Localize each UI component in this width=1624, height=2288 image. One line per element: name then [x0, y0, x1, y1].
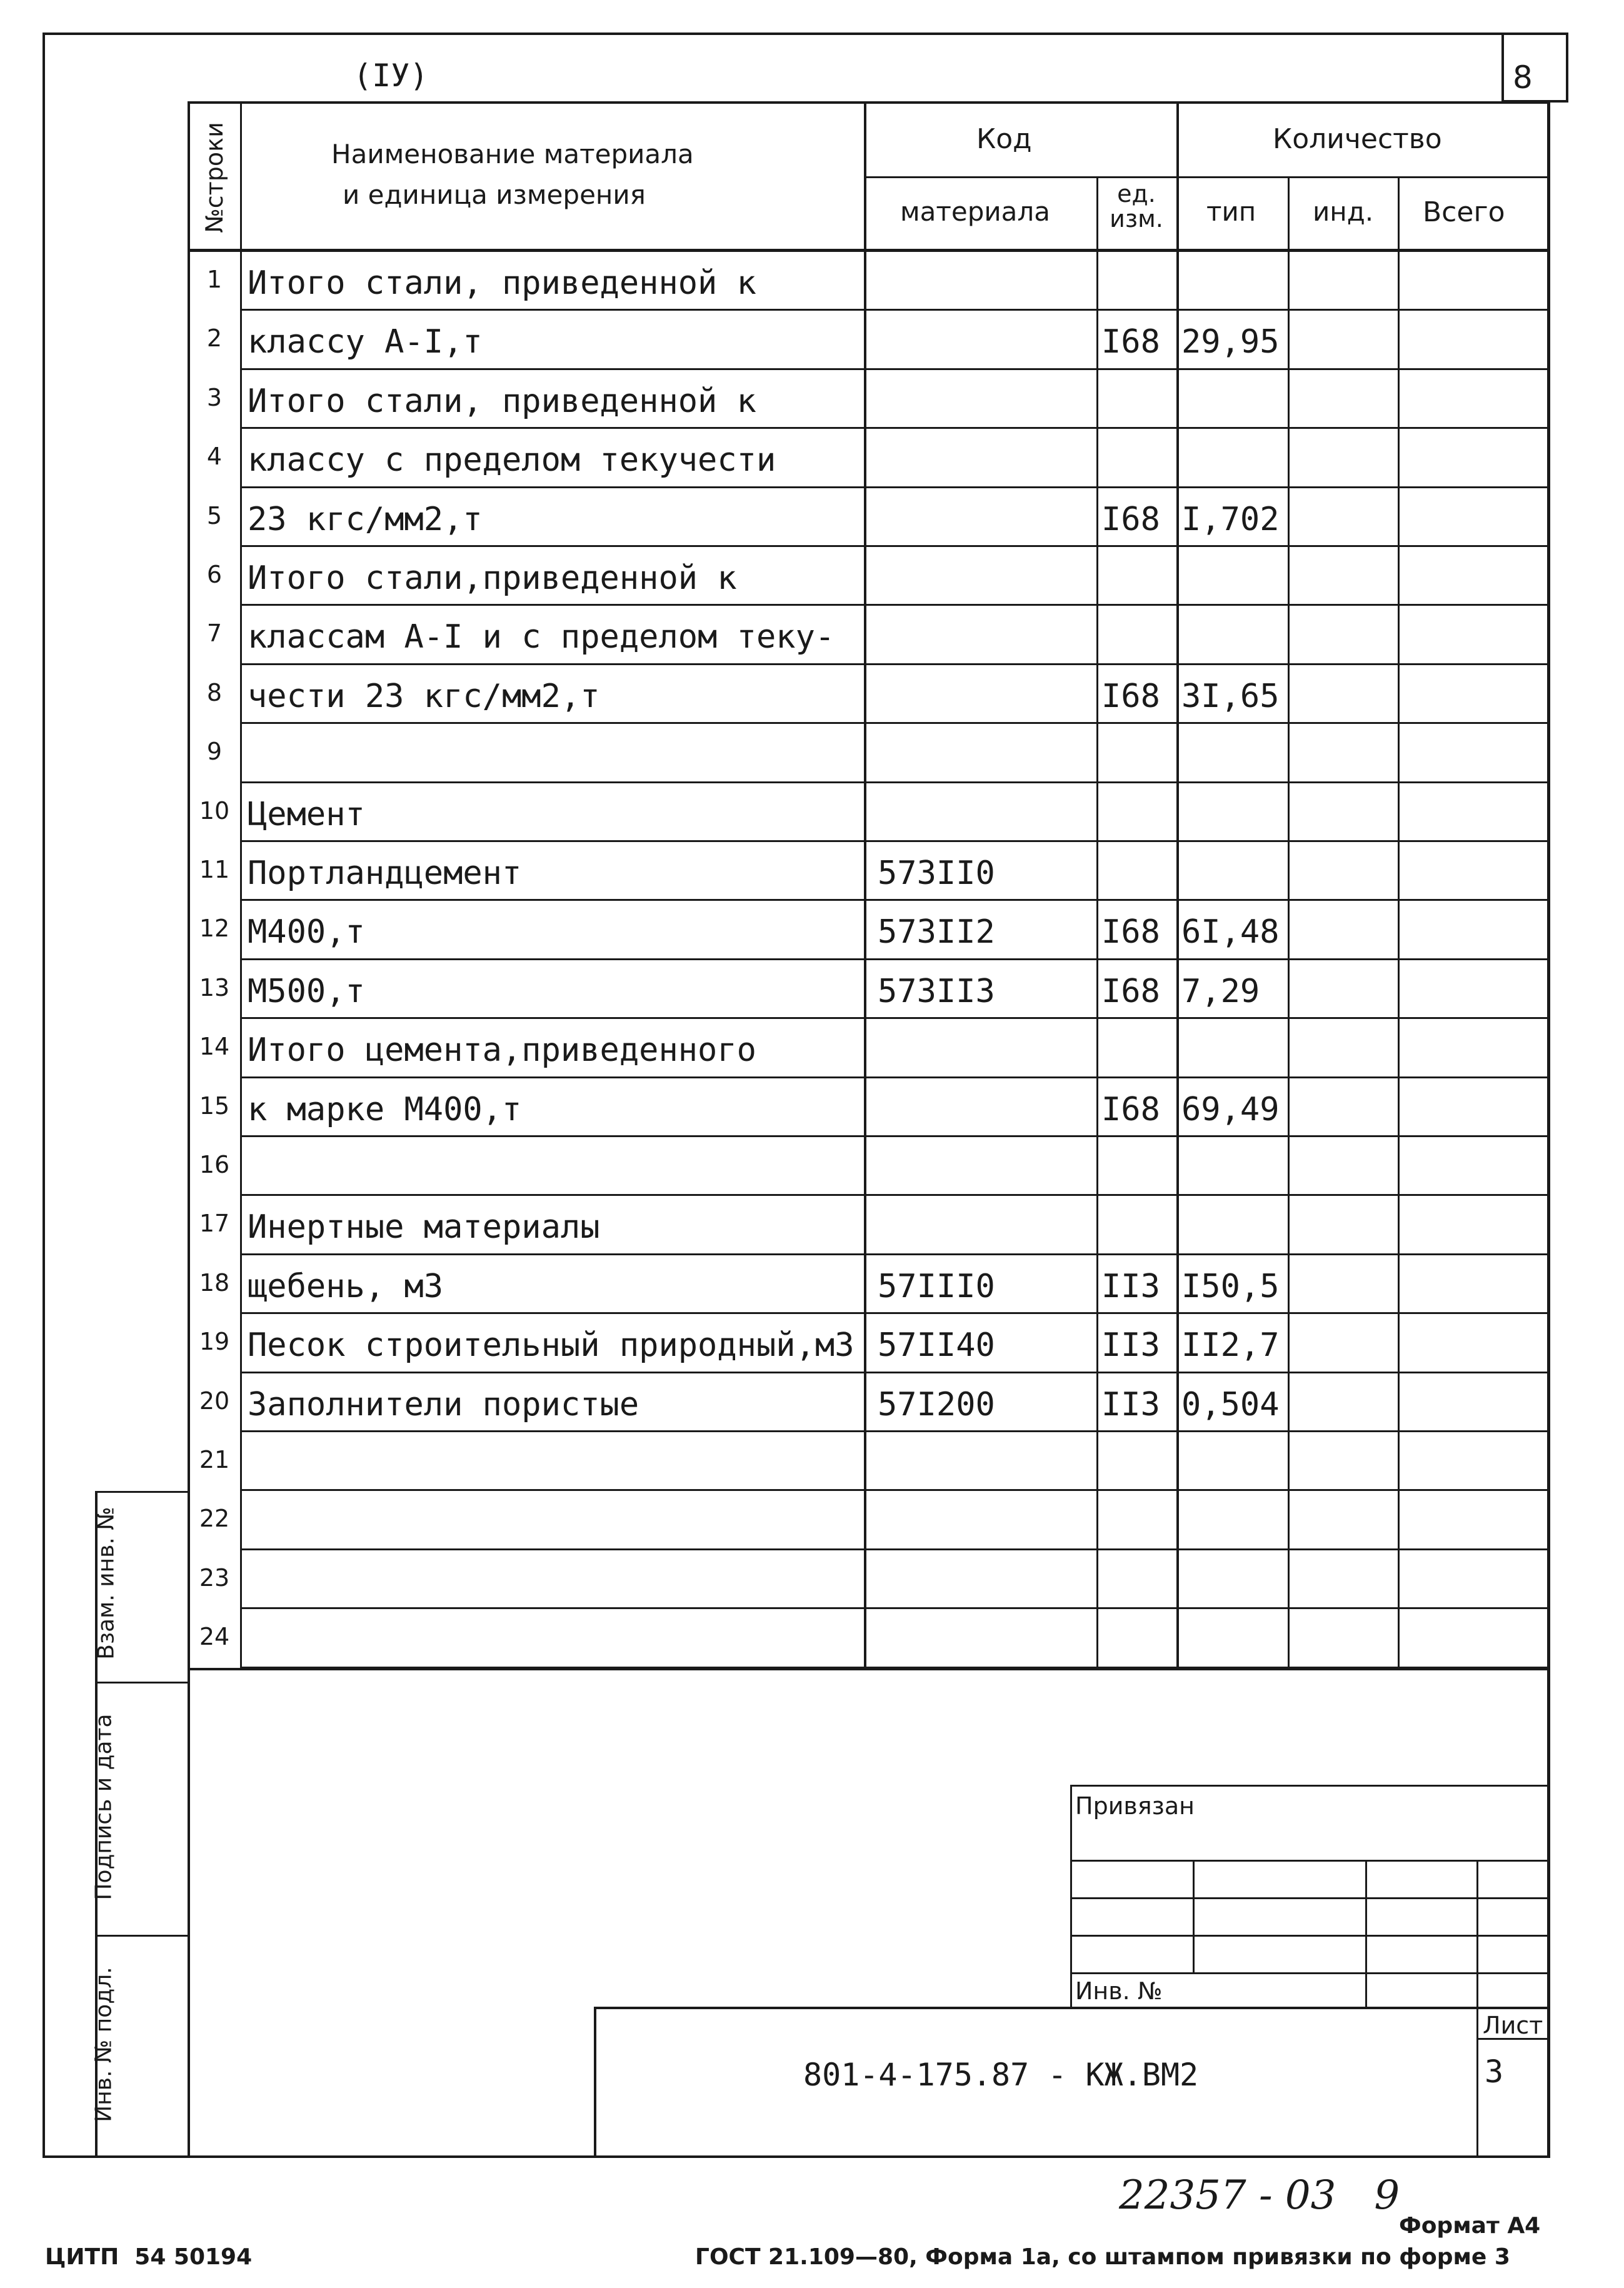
material-name: М500,т [248, 972, 365, 1010]
table-row [188, 724, 1549, 783]
sheet-label: Лист [1483, 2012, 1543, 2039]
material-name: к марке М400,т [248, 1090, 522, 1128]
row-number: 10 [199, 796, 230, 825]
document-code: 801-4-175.87 - КЖ.ВМ2 [803, 2057, 1199, 2093]
frame-left [43, 33, 45, 2158]
materials-table [188, 101, 1549, 1670]
table-row [188, 1550, 1549, 1609]
row-number: 6 [206, 561, 223, 588]
frame-top [43, 33, 1568, 35]
material-name: Портландцемент [248, 855, 522, 892]
row-number: 2 [206, 324, 223, 353]
header-qty-ind: инд. [1313, 196, 1374, 227]
qty-type: I,702 [1181, 500, 1280, 538]
qty-type: 29,95 [1181, 323, 1280, 361]
material-name: М400,т [248, 913, 365, 951]
row-number: 24 [199, 1623, 230, 1651]
table-row [188, 1491, 1549, 1550]
table-row [188, 311, 1549, 369]
header-row-no: №строки [201, 122, 228, 233]
qty-type: I50,5 [1181, 1267, 1280, 1305]
header-qty-total: Всего [1423, 196, 1505, 228]
table-row [188, 1196, 1549, 1255]
stamp-inv-podl-label: Инв. № подл. [91, 1967, 117, 2122]
sheet-number: 3 [1485, 2054, 1504, 2090]
row-number: 21 [199, 1446, 230, 1473]
material-code: 57I200 [878, 1385, 995, 1423]
table-row [188, 1078, 1549, 1137]
qty-type: II2,7 [1181, 1327, 1280, 1365]
table-row [188, 252, 1549, 311]
row-number: 14 [199, 1033, 230, 1061]
row-number: 8 [206, 678, 223, 706]
material-code: 573II2 [878, 913, 995, 951]
binding-stamp [1070, 1785, 1550, 2157]
material-name: классу с пределом текучести [248, 441, 776, 479]
table-row [188, 960, 1549, 1019]
unit-code: II3 [1101, 1327, 1160, 1365]
format-label: Формат А4 [1399, 2213, 1541, 2239]
header-code-unit: ед. изм. [1110, 180, 1163, 233]
table-row [188, 1314, 1549, 1373]
section-label: (IУ) [353, 58, 429, 94]
table-row [188, 1019, 1549, 1078]
material-name: Итого цемента,приведенного [248, 1031, 756, 1070]
unit-code: II3 [1101, 1385, 1160, 1423]
qty-type: 3I,65 [1181, 677, 1280, 715]
row-number: 22 [199, 1505, 230, 1533]
header-name-line2: и единица измерения [343, 179, 646, 210]
stamp-podpis-label: Подпись и дата [91, 1713, 117, 1900]
material-name: Заполнители пористые [248, 1385, 639, 1423]
row-number: 3 [206, 383, 223, 411]
table-row [188, 842, 1549, 901]
row-number: 11 [199, 856, 230, 883]
material-name: Итого стали,приведенной к [248, 559, 737, 597]
row-number: 20 [199, 1387, 230, 1415]
header-qty-type: тип [1206, 196, 1256, 227]
material-name: Инертные материалы [248, 1208, 600, 1247]
unit-code: I68 [1101, 323, 1160, 361]
unit-code: I68 [1101, 1090, 1160, 1128]
table-row [188, 429, 1549, 488]
qty-type: 6I,48 [1181, 913, 1280, 951]
material-code: 573II0 [878, 855, 995, 892]
table-row [188, 1609, 1549, 1668]
row-number: 7 [206, 620, 223, 648]
material-code: 57II40 [878, 1327, 995, 1365]
table-row [188, 665, 1549, 724]
header-code-material: материала [900, 196, 1051, 227]
footer-left: ЦИТП 54 50194 [45, 2244, 253, 2270]
material-name: чести 23 кгс/мм2,т [248, 677, 600, 715]
row-number: 17 [199, 1210, 230, 1238]
row-number: 1 [206, 266, 223, 293]
unit-code: I68 [1101, 500, 1160, 538]
table-row [188, 1432, 1549, 1491]
qty-type: 7,29 [1181, 972, 1260, 1010]
table-row [188, 1255, 1549, 1314]
row-number: 9 [206, 738, 223, 766]
material-name: классам А-I и с пределом теку- [248, 618, 835, 656]
header-quantity: Количество [1273, 123, 1442, 155]
table-row [188, 547, 1549, 606]
row-number: 12 [199, 915, 230, 943]
stamp-inv-no: Инв. № [1075, 1977, 1163, 2005]
material-code: 57III0 [878, 1267, 995, 1305]
table-row [188, 783, 1549, 842]
table-row [188, 901, 1549, 960]
material-name: Итого стали, приведенной к [248, 264, 756, 302]
row-number: 18 [199, 1268, 230, 1297]
material-name: 23 кгс/мм2,т [248, 500, 483, 538]
page-number: 8 [1513, 59, 1533, 96]
unit-code: I68 [1101, 972, 1160, 1010]
table-row [188, 370, 1549, 429]
stamp-vzam-label: Взам. инв. № [93, 1507, 119, 1660]
qty-type: 0,504 [1181, 1385, 1280, 1423]
table-row [188, 606, 1549, 665]
material-name: щебень, м3 [248, 1267, 444, 1305]
qty-type: 69,49 [1181, 1090, 1280, 1128]
handwritten-number: 22357 - 03 9 [1119, 2172, 1400, 2219]
row-number: 13 [199, 973, 230, 1001]
material-name: Песок строительный природный,м3 [248, 1327, 855, 1365]
row-number: 5 [206, 501, 223, 529]
header-code: Код [976, 123, 1032, 155]
table-row [188, 488, 1549, 547]
footer-right: ГОСТ 21.109—80, Форма 1а, со штампом привязки по форме 3 [695, 2244, 1510, 2270]
header-name-line1: Наименование материала [331, 139, 694, 169]
row-number: 23 [199, 1563, 230, 1592]
material-name: Цемент [248, 795, 365, 833]
row-number: 16 [199, 1151, 230, 1178]
unit-code: I68 [1101, 913, 1160, 951]
row-number: 15 [199, 1091, 230, 1120]
row-number: 4 [206, 443, 223, 471]
material-name: Итого стали, приведенной к [248, 382, 756, 420]
table-row [188, 1373, 1549, 1432]
unit-code: I68 [1101, 677, 1160, 715]
material-name: классу А-I,т [248, 323, 483, 361]
stamp-privyazan: Привязан [1075, 1792, 1195, 1820]
unit-code: II3 [1101, 1267, 1160, 1305]
table-row [188, 1137, 1549, 1196]
row-number: 19 [199, 1328, 230, 1356]
material-code: 573II3 [878, 972, 995, 1010]
